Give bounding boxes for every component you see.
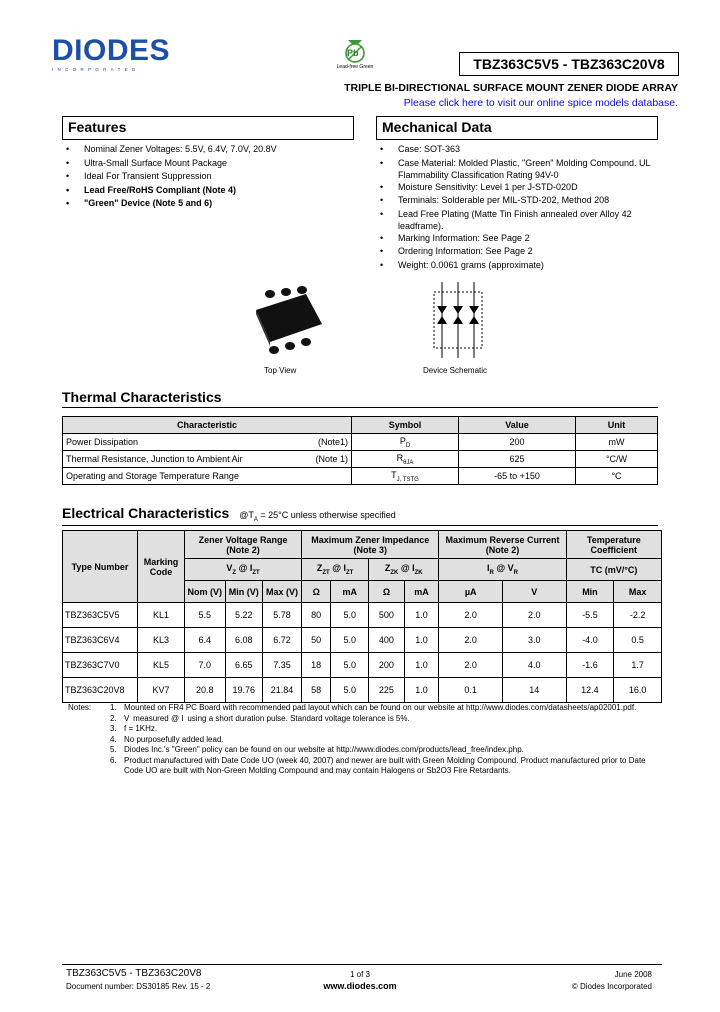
symbol: P — [399, 435, 406, 446]
mechanical-heading: Mechanical Data — [382, 119, 492, 135]
list-item — [68, 735, 658, 746]
lead-free-label: Lead-free Green — [336, 64, 374, 70]
table-cell: TBZ363C5V5 — [63, 603, 138, 628]
list-item: • Case Material: Molded Plastic, "Green" Molding Compound. UL Flammability Classification Rating 94V-0 — [376, 157, 666, 181]
symbol-sub: D — [405, 442, 411, 449]
features-heading: Features — [68, 119, 127, 135]
footer-page-number: 1 of 3 — [349, 970, 370, 979]
symbol: T — [391, 469, 397, 480]
condition-text: @T — [239, 510, 254, 520]
footer-part-number: TBZ363C5V5 - TBZ363C20V8 — [66, 968, 202, 979]
table-cell: 225 — [369, 678, 405, 703]
package-top-view — [240, 280, 330, 376]
list-item: • Marking Information: See Page 2 — [376, 232, 666, 246]
unit-header: Min — [566, 581, 614, 603]
impedance-header: Maximum Zener Impedance (Note 3) — [302, 531, 439, 559]
table-cell: 12.4 — [566, 678, 614, 703]
list-item: • Weight: 0.0061 grams (approximate) — [376, 259, 666, 273]
list-item — [68, 714, 658, 725]
table-cell: 5.5 — [185, 603, 226, 628]
note-number: 6. — [110, 755, 117, 765]
table-cell: 14 — [502, 678, 566, 703]
table-cell: 50 — [302, 628, 331, 653]
unit-header: Max (V) — [262, 581, 301, 603]
zzk-sub: ZK — [390, 569, 399, 576]
tc-unit-header: TC (mV/°C) — [566, 559, 661, 581]
table-row — [63, 434, 658, 451]
electrical-heading-bar — [62, 505, 658, 526]
characteristic: Thermal Resistance, Junction to Ambient Air — [66, 454, 243, 464]
thermal-table — [62, 416, 658, 485]
notes-table — [68, 703, 658, 777]
ir-at: @ V — [493, 563, 514, 574]
symbol: R — [396, 452, 404, 463]
table-cell: 5.0 — [331, 678, 369, 703]
unit-header: Max — [614, 581, 662, 603]
unit: °C — [576, 468, 658, 485]
note-ref: (Note1) — [317, 437, 348, 447]
note-text: Product manufactured with Date Code UO (week 40, 2007) and newer are built with Green Molding Compound. Product manufactured prior to Date Code UO are built with Non-Green Molding Compound and may contain Halogens or Sb2O3 Fire Retardants. — [124, 755, 646, 775]
list-item: • Ideal For Transient Suppression — [62, 170, 354, 184]
ir-header — [439, 559, 566, 581]
thermal-heading: Thermal Characteristics — [62, 389, 658, 408]
lead-free-badge — [328, 38, 382, 70]
list-item: • "Green" Device (Note 5 and 6) — [62, 197, 354, 211]
zzk-at-sub: ZK — [414, 569, 423, 576]
schematic-diagram — [428, 282, 488, 362]
table-row — [63, 628, 662, 653]
condition-text-2: = 25°C unless otherwise specified — [257, 510, 396, 520]
table-cell: 6.72 — [262, 628, 301, 653]
table-cell: 5.0 — [331, 653, 369, 678]
table-cell: 20.8 — [185, 678, 226, 703]
table-cell: 2.0 — [439, 628, 503, 653]
table-cell: -5.5 — [566, 603, 614, 628]
unit: °C/W — [576, 451, 658, 468]
electrical-heading: Electrical Characteristics — [62, 505, 230, 521]
vz-symbol: V — [226, 563, 233, 574]
table-cell: 5.0 — [331, 603, 369, 628]
table-row — [63, 468, 658, 485]
characteristic: Operating and Storage Temperature Range — [66, 471, 239, 481]
condition-sub: A — [253, 516, 258, 523]
footer-copyright: © Diodes Incorporated — [571, 982, 652, 991]
unit-header: mA — [404, 581, 439, 603]
list-item: • Lead Free/RoHS Compliant (Note 4) — [62, 184, 354, 198]
table-cell: 7.0 — [185, 653, 226, 678]
ir-sub: R — [489, 569, 494, 576]
unit-header: V — [502, 581, 566, 603]
zzk-at: @ I — [398, 563, 415, 574]
device-schematic — [418, 282, 500, 378]
unit: mW — [576, 434, 658, 451]
table-cell: 6.08 — [225, 628, 262, 653]
table-cell: 0.5 — [614, 628, 662, 653]
ir-at-sub: R — [513, 569, 518, 576]
table-cell: 58 — [302, 678, 331, 703]
table-cell: KL1 — [138, 603, 185, 628]
list-item — [68, 724, 658, 735]
zzt-at: @ I — [329, 563, 347, 574]
zzk-symbol: Z — [384, 563, 391, 574]
note-number: 4. — [110, 734, 117, 744]
unit-header: µA — [439, 581, 503, 603]
table-cell: KL5 — [138, 653, 185, 678]
electrical-condition — [239, 510, 396, 523]
footer-date: June 2008 — [614, 970, 652, 979]
table-cell: 5.0 — [331, 628, 369, 653]
table-cell: 6.4 — [185, 628, 226, 653]
symbol-sub: J, TSTG — [396, 476, 419, 483]
list-item — [68, 703, 658, 714]
part-number-title: TBZ363C5V5 - TBZ363C20V8 — [459, 52, 679, 76]
table-cell: 500 — [369, 603, 405, 628]
table-cell: 200 — [369, 653, 405, 678]
table-header: Unit — [576, 417, 658, 434]
list-item: • Nominal Zener Voltages: 5.5V, 6.4V, 7.0V, 20.8V — [62, 143, 354, 157]
list-item: • Terminals: Solderable per MIL-STD-202, Method 208 — [376, 194, 666, 208]
table-cell: 5.22 — [225, 603, 262, 628]
vz-at-sub: ZT — [252, 569, 260, 576]
note-text: f = 1KHz. — [124, 724, 158, 733]
vz-sub: Z — [232, 569, 237, 576]
table-cell: 2.0 — [439, 603, 503, 628]
table-cell: 4.0 — [502, 653, 566, 678]
note-text: Mounted on FR4 PC Board with recommended pad layout which can be found on our website at http://www.diodes.com/datasheets/ap02001.pdf. — [124, 703, 637, 712]
temp-coefficient-header: Temperature Coefficient — [566, 531, 661, 559]
schematic-caption: Device Schematic — [423, 366, 488, 375]
table-cell: 1.0 — [404, 653, 439, 678]
list-item: • Moisture Sensitivity: Level 1 per J-STD-020D — [376, 181, 666, 195]
zzt-symbol: Z — [316, 563, 323, 574]
logo-text: DIODES — [52, 34, 171, 67]
symbol-sub: θJA — [403, 459, 414, 466]
unit-header: Nom (V) — [185, 581, 226, 603]
footer-rule — [62, 964, 662, 965]
unit-header: Ω — [302, 581, 331, 603]
reverse-current-header: Maximum Reverse Current (Note 2) — [439, 531, 566, 559]
lead-symbol: Pb — [347, 48, 359, 58]
list-item — [68, 745, 658, 756]
note-text: No purposefully added lead. — [124, 734, 224, 744]
features-panel — [62, 116, 354, 140]
table-cell: 5.78 — [262, 603, 301, 628]
table-cell: KL3 — [138, 628, 185, 653]
table-cell: 1.0 — [404, 628, 439, 653]
table-cell: TBZ363C20V8 — [63, 678, 138, 703]
table-row — [63, 678, 662, 703]
unit-header: Min (V) — [225, 581, 262, 603]
vz-header — [185, 559, 302, 581]
list-item: • Lead Free Plating (Matte Tin Finish annealed over Alloy 42 leadframe). — [376, 208, 666, 232]
table-cell: KV7 — [138, 678, 185, 703]
zzt-sub: ZT — [322, 569, 330, 576]
note-text: Diodes Inc.'s "Green" policy can be found on our website at http://www.diodes.com/products/lead_free/index.php. — [124, 745, 524, 754]
table-cell: 0.1 — [439, 678, 503, 703]
list-item — [68, 756, 658, 777]
table-cell: 2.0 — [502, 603, 566, 628]
features-list — [62, 143, 354, 211]
value: -65 to +150 — [459, 468, 576, 485]
table-cell: 80 — [302, 603, 331, 628]
characteristic: Power Dissipation — [66, 437, 139, 447]
table-cell: 7.35 — [262, 653, 301, 678]
table-cell: 1.0 — [404, 678, 439, 703]
electrical-table — [62, 530, 662, 703]
table-cell: -2.2 — [614, 603, 662, 628]
notes-label: Notes: — [68, 703, 92, 712]
table-cell: TBZ363C7V0 — [63, 653, 138, 678]
top-view-caption: Top View — [264, 366, 297, 375]
company-logo[interactable] — [52, 36, 170, 72]
unit-header: mA — [331, 581, 369, 603]
table-cell: 2.0 — [439, 653, 503, 678]
footer-url[interactable]: www.diodes.com — [323, 981, 397, 991]
zzt-header — [302, 559, 369, 581]
mechanical-panel — [376, 116, 658, 140]
note-number: 5. — [110, 745, 117, 754]
marking-code-header: Marking Code — [138, 531, 185, 603]
table-cell: 18 — [302, 653, 331, 678]
note-text: V measured @ I using a short duration pulse. Standard voltage tolerance is 5%. — [124, 713, 410, 723]
table-cell: -4.0 — [566, 628, 614, 653]
table-cell: 1.0 — [404, 603, 439, 628]
table-cell: 19.76 — [225, 678, 262, 703]
value: 625 — [459, 451, 576, 468]
note-number: 3. — [110, 724, 117, 733]
table-cell: 6.65 — [225, 653, 262, 678]
note-number: 1. — [110, 703, 117, 712]
mechanical-list — [376, 143, 666, 272]
table-header: Value — [459, 417, 576, 434]
zener-voltage-header: Zener Voltage Range (Note 2) — [185, 531, 302, 559]
type-number-header: Type Number — [63, 531, 138, 603]
table-cell: 1.7 — [614, 653, 662, 678]
note-number: 2. — [110, 713, 117, 723]
zzk-header — [369, 559, 439, 581]
table-row — [63, 451, 658, 468]
vz-at: @ I — [236, 563, 253, 574]
spice-models-link[interactable]: Please click here to visit our online spice models database. — [403, 97, 678, 109]
table-cell: 3.0 — [502, 628, 566, 653]
table-header: Symbol — [352, 417, 459, 434]
table-cell: 21.84 — [262, 678, 301, 703]
footer-document-number: Document number: DS30185 Rev. 15 - 2 — [66, 982, 211, 991]
list-item: • Case: SOT-363 — [376, 143, 666, 157]
table-cell: -1.6 — [566, 653, 614, 678]
table-row — [63, 603, 662, 628]
product-subtitle: TRIPLE BI-DIRECTIONAL SURFACE MOUNT ZENER DIODE ARRAY — [344, 82, 678, 94]
zzt-at-sub: ZT — [346, 569, 354, 576]
table-row — [63, 653, 662, 678]
table-cell: 400 — [369, 628, 405, 653]
note-ref: (Note 1) — [315, 454, 348, 464]
sot363-package-image — [240, 280, 330, 364]
list-item: • Ultra-Small Surface Mount Package — [62, 157, 354, 171]
list-item: • Ordering Information: See Page 2 — [376, 245, 666, 259]
logo-subtext: INCORPORATED — [52, 67, 140, 72]
unit-header: Ω — [369, 581, 405, 603]
table-cell: 16.0 — [614, 678, 662, 703]
value: 200 — [459, 434, 576, 451]
table-cell: TBZ363C6V4 — [63, 628, 138, 653]
table-header: Characteristic — [63, 417, 352, 434]
ir-symbol: I — [487, 563, 490, 574]
